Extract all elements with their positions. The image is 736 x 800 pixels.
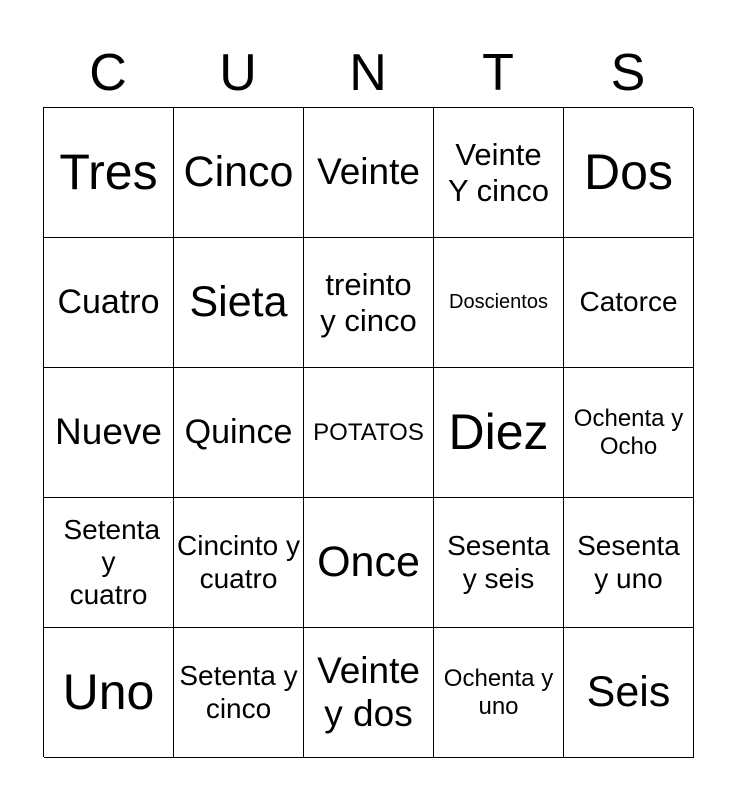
bingo-cell-r4c2[interactable]: [174, 498, 304, 628]
bingo-cell-r1c3[interactable]: [304, 108, 434, 238]
cell-text: Diez: [448, 403, 549, 460]
cell-text: Setenta y cuatro: [63, 514, 161, 610]
bingo-cell-r3c5[interactable]: [564, 368, 694, 498]
cell-text: Uno: [62, 663, 155, 720]
bingo-cell-r5c1[interactable]: [44, 628, 174, 758]
bingo-cell-r1c1[interactable]: [44, 108, 174, 238]
bingo-cell-r5c4[interactable]: [434, 628, 564, 758]
cell-text: Ochenta y uno: [443, 664, 554, 720]
bingo-cell-r1c4[interactable]: [434, 108, 564, 238]
bingo-cell-r4c3[interactable]: [304, 498, 434, 628]
bingo-cell-r1c2[interactable]: [174, 108, 304, 238]
bingo-cell-r5c3[interactable]: [304, 628, 434, 758]
bingo-cell-r3c3[interactable]: [304, 368, 434, 498]
cell-text: Dos: [584, 143, 673, 200]
header-letter-n: N: [349, 44, 387, 102]
cell-text: POTATOS: [313, 418, 424, 446]
bingo-cell-r4c1[interactable]: [44, 498, 174, 628]
cell-text: Catorce: [579, 286, 678, 318]
cell-text: Veinte: [317, 151, 420, 193]
cell-text: Cuatro: [57, 282, 160, 321]
cell-text: Nueve: [55, 411, 162, 453]
cell-text: Sesenta y seis: [447, 530, 550, 594]
bingo-cell-r5c5[interactable]: [564, 628, 694, 758]
cell-text: Sieta: [189, 277, 288, 326]
bingo-cell-r3c4[interactable]: [434, 368, 564, 498]
bingo-cell-r5c2[interactable]: [174, 628, 304, 758]
bingo-cell-r3c1[interactable]: [44, 368, 174, 498]
header-letter-u: U: [219, 44, 257, 102]
cell-text: Cincinto y cuatro: [177, 530, 300, 594]
cell-text: Ochenta y Ocho: [573, 404, 684, 460]
bingo-cell-r2c5[interactable]: [564, 238, 694, 368]
cell-text: Tres: [59, 143, 158, 200]
cell-text: Sesenta y uno: [577, 530, 680, 594]
bingo-cell-r1c5[interactable]: [564, 108, 694, 238]
cell-text: Setenta y cinco: [179, 660, 298, 724]
cell-text: Veinte Y cinco: [447, 136, 550, 208]
cell-text: Seis: [586, 667, 671, 716]
bingo-header: [43, 40, 693, 106]
bingo-cell-r2c2[interactable]: [174, 238, 304, 368]
cell-text: Doscientos: [449, 291, 548, 313]
bingo-cell-r4c4[interactable]: [434, 498, 564, 628]
header-letter-s: S: [610, 44, 646, 102]
bingo-board: [43, 107, 693, 757]
cell-text: Once: [317, 537, 420, 586]
bingo-cell-r2c4[interactable]: [434, 238, 564, 368]
header-letter-c: C: [89, 44, 127, 102]
bingo-cell-r4c5[interactable]: [564, 498, 694, 628]
bingo-cell-r2c1[interactable]: [44, 238, 174, 368]
cell-text: treinto y cinco: [320, 266, 417, 338]
cell-text: Veinte y dos: [317, 649, 420, 734]
header-letter-t: T: [482, 44, 514, 102]
cell-text: Cinco: [183, 147, 294, 196]
bingo-cell-r2c3[interactable]: [304, 238, 434, 368]
cell-text: Quince: [184, 412, 293, 451]
bingo-cell-r3c2[interactable]: [174, 368, 304, 498]
